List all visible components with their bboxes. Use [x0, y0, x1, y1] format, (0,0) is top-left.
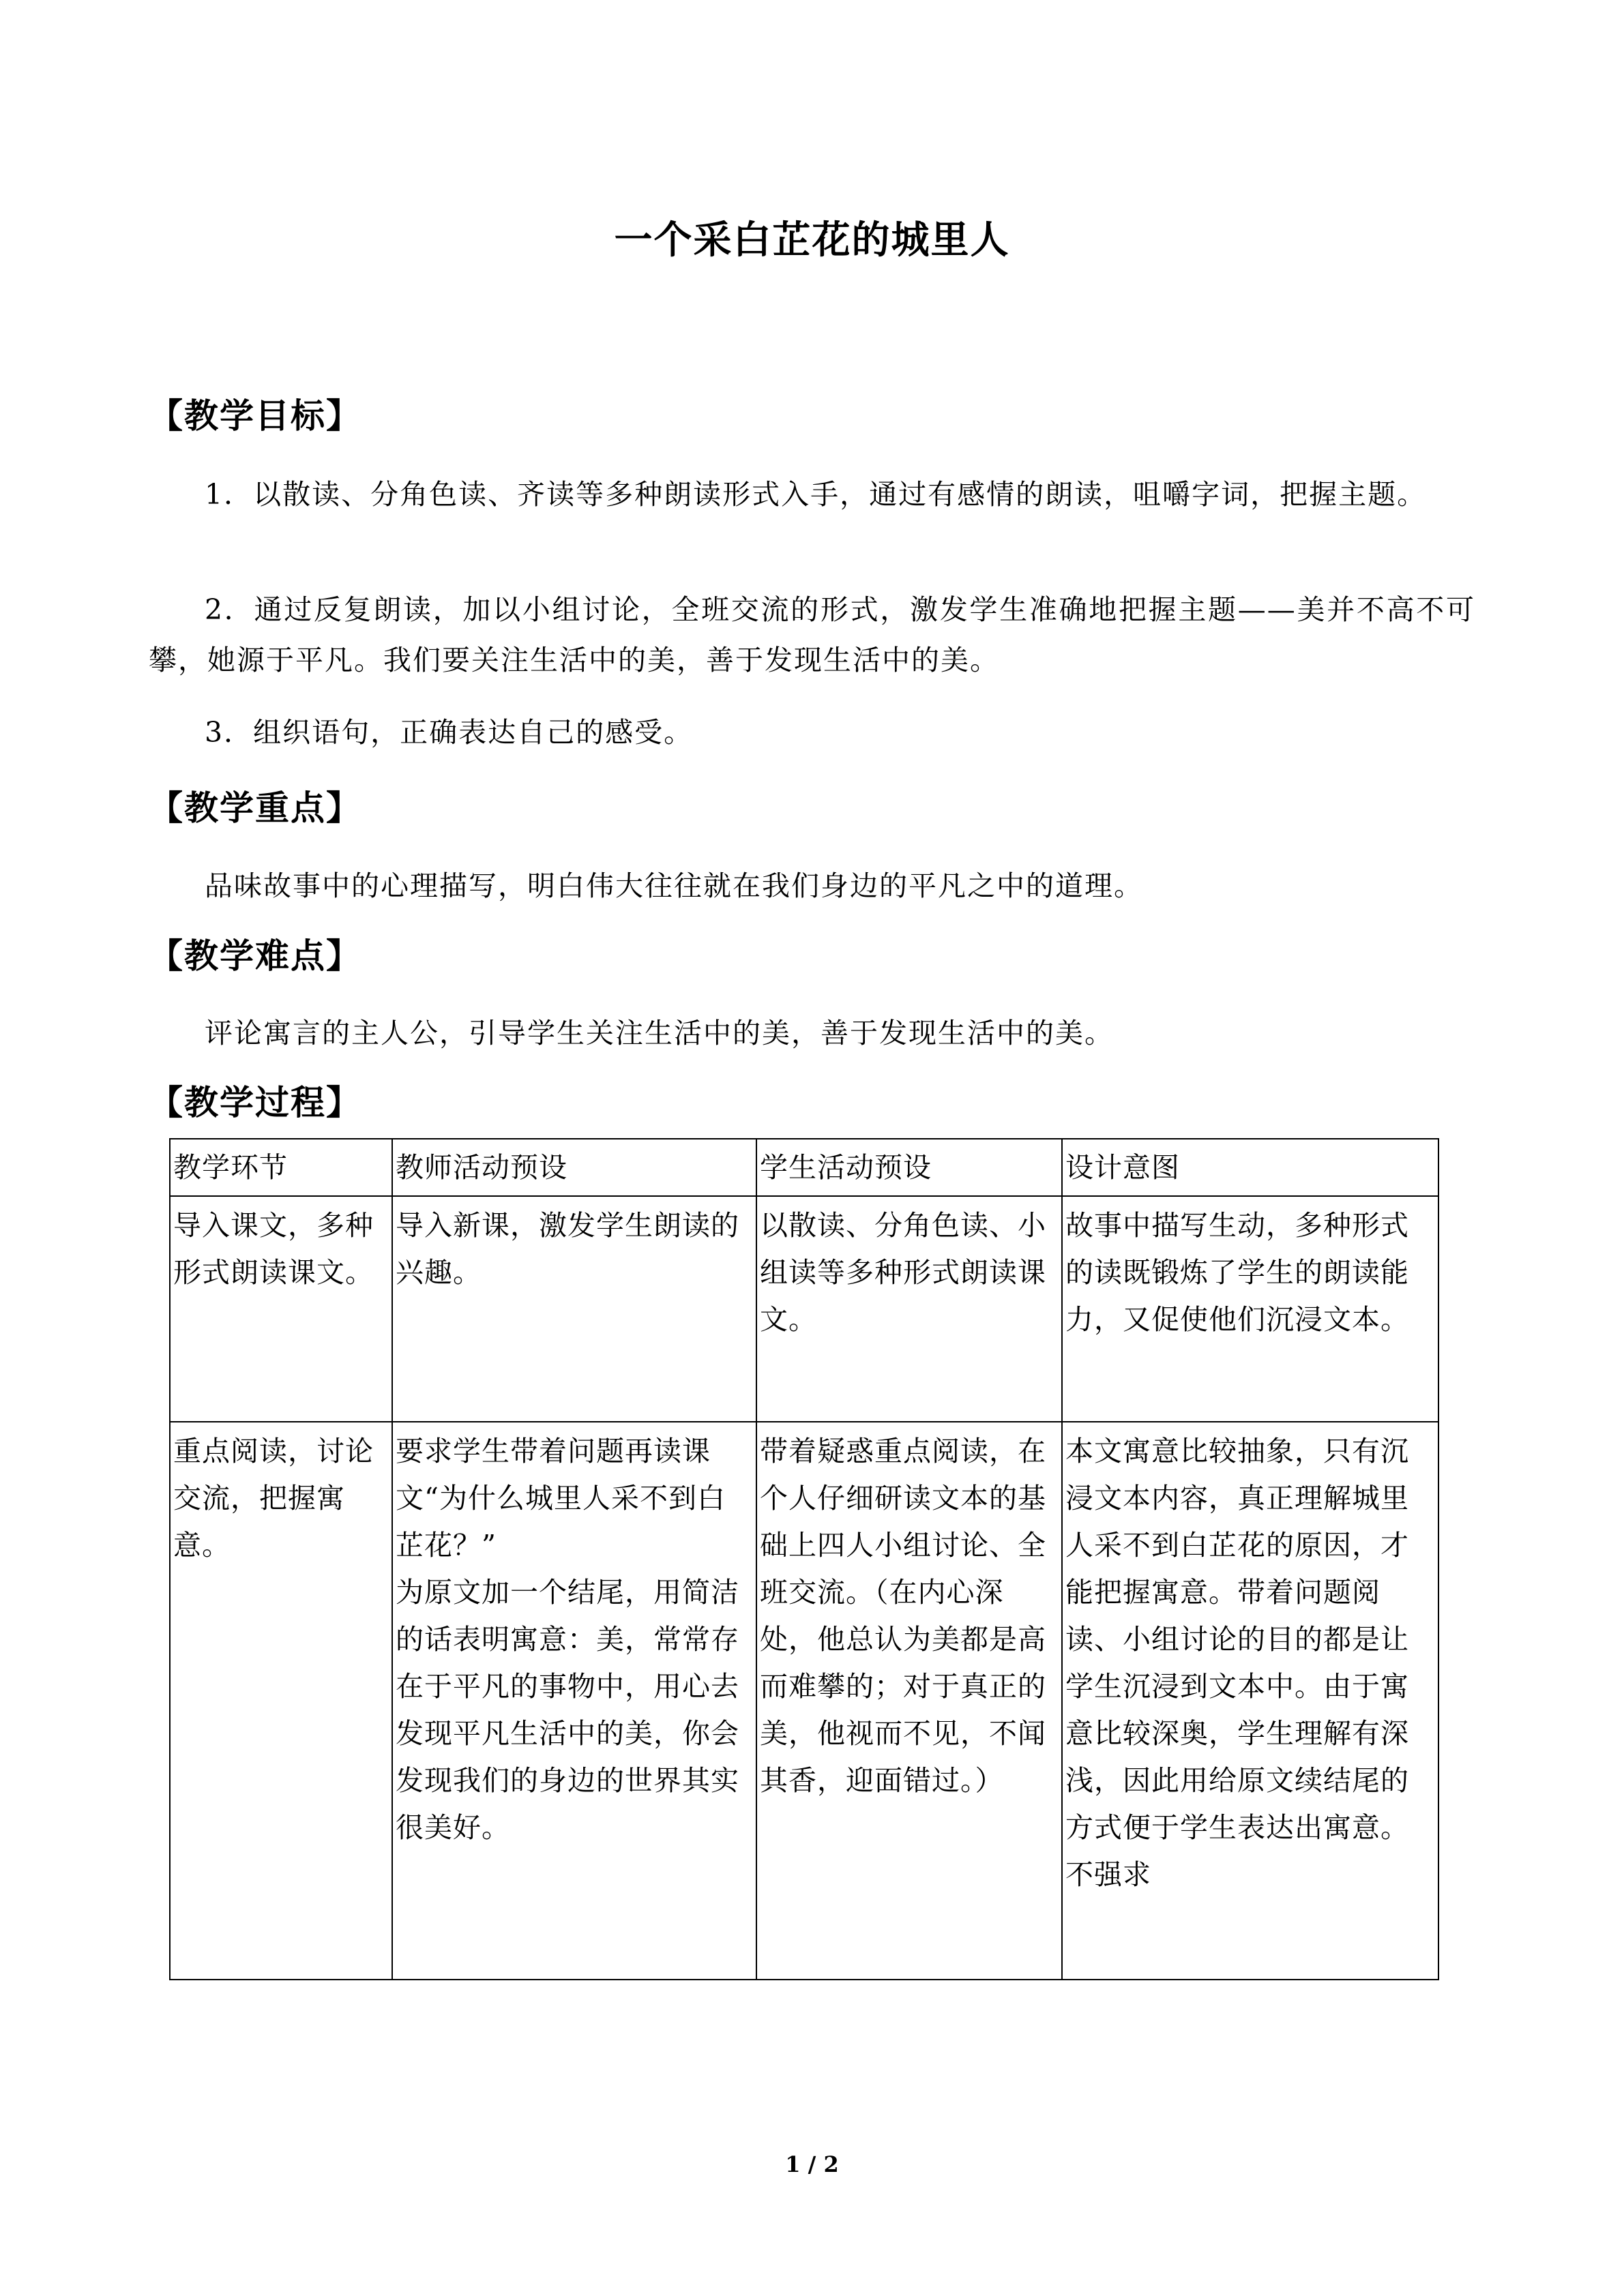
table-cell: 导入新课，激发学生朗读的兴趣。	[392, 1196, 756, 1422]
table-cell: 导入课文，多种形式朗读课文。	[170, 1196, 392, 1422]
key-points-text: 品味故事中的心理描写，明白伟大往往就在我们身边的平凡之中的道理。	[205, 869, 1143, 902]
table-cell: 故事中描写生动，多种形式的读既锻炼了学生的朗读能力，又促使他们沉浸文本。	[1062, 1196, 1438, 1422]
objective-item-1: 1．以散读、分角色读、齐读等多种朗读形式入手，通过有感情的朗读，咀嚼字词，把握主题。	[205, 478, 1427, 511]
teaching-process-table	[169, 1138, 1439, 1980]
difficulties-heading: 【教学难点】	[149, 936, 361, 976]
table-row	[170, 1422, 1438, 1980]
objective-item-3: 3．组织语句，正确表达自己的感受。	[205, 716, 694, 749]
table-cell: 要求学生带着问题再读课文“为什么城里人采不到白芷花？” 为原文加一个结尾，用简洁的话表明寓意：美，常常存在于平凡的事物中，用心去发现平凡生活中的美，你会发现我们的身边的世界其实很美好。	[392, 1422, 756, 1980]
table-cell: 重点阅读，讨论交流，把握寓意。	[170, 1422, 392, 1980]
table-row	[170, 1196, 1438, 1422]
header-cell-intent: 设计意图	[1062, 1139, 1438, 1196]
document-title: 一个采白芷花的城里人	[614, 218, 1010, 263]
table-cell: 本文寓意比较抽象，只有沉浸文本内容，真正理解城里人采不到白芷花的原因，才能把握寓意。带着问题阅读、小组讨论的目的都是让学生沉浸到文本中。由于寓意比较深奥，学生理解有深浅，因此用给原文续结尾的方式便于学生表达出寓意。不强求	[1062, 1422, 1438, 1980]
page-number: 1 / 2	[785, 2151, 839, 2177]
table-header-row	[170, 1139, 1438, 1196]
header-cell-teacher: 教师活动预设	[392, 1139, 756, 1196]
header-cell-student: 学生活动预设	[756, 1139, 1062, 1196]
objectives-heading: 【教学目标】	[149, 396, 361, 436]
table-cell: 以散读、分角色读、小组读等多种形式朗读课文。	[756, 1196, 1062, 1422]
objective-item-2: 2．通过反复朗读，加以小组讨论，全班交流的形式，激发学生准确地把握主题——美并不高不可攀，她源于平凡。我们要关注生活中的美，善于发现生活中的美。	[149, 593, 1475, 676]
table-cell: 带着疑惑重点阅读，在个人仔细研读文本的基础上四人小组讨论、全班交流。（在内心深处，他总认为美都是高而难攀的；对于真正的美，他视而不见，不闻其香，迎面错过。）	[756, 1422, 1062, 1980]
key-points-heading: 【教学重点】	[149, 788, 361, 828]
process-heading: 【教学过程】	[149, 1083, 361, 1122]
header-cell-stage: 教学环节	[170, 1139, 392, 1196]
difficulties-text: 评论寓言的主人公，引导学生关注生活中的美，善于发现生活中的美。	[205, 1017, 1114, 1049]
